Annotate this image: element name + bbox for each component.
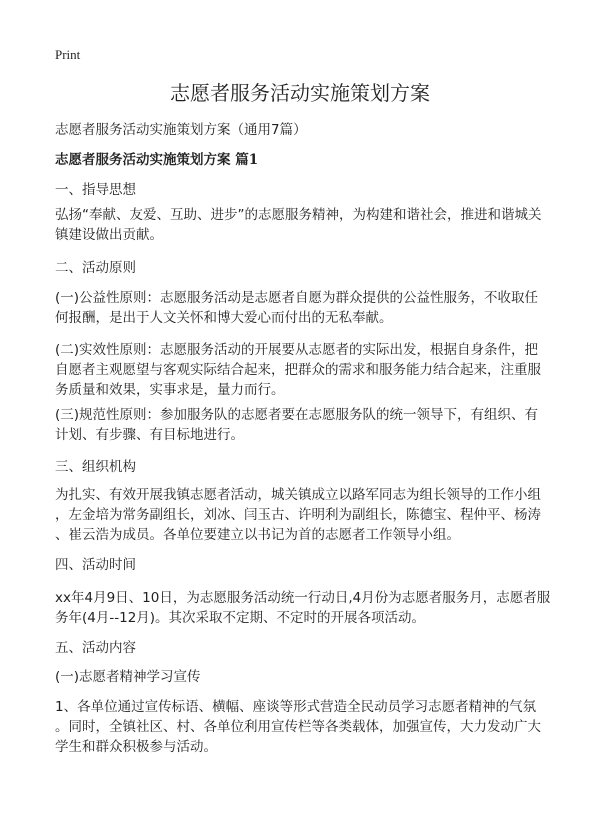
print-link[interactable]: Print — [55, 47, 81, 62]
text-line: 一、指导思想 — [55, 182, 136, 198]
text-line: (一)志愿者精神学习宣传 — [55, 669, 201, 685]
text-line: 何报酬，是出于人文关怀和博大爱心而付出的无私奉献。 — [55, 310, 393, 326]
paragraph — [55, 288, 538, 328]
text-line: 自愿者主观愿望与客观实际结合起来，把群众的需求和服务能力结合起来，注重服 — [55, 362, 541, 378]
paragraph — [55, 205, 542, 245]
text-line: 镇建设做出贡献。 — [55, 227, 163, 243]
paragraph — [55, 485, 541, 545]
text-line: 四、活动时间 — [55, 557, 136, 573]
text-line: ，左金培为常务副组长，刘冰、闫玉古、许明利为副组长，陈德宝、程仲平、杨涛 — [55, 507, 541, 523]
text-line: 务质量和效果，实事求是，量力而行。 — [55, 382, 285, 398]
text-line: xx年4月9日、10日，为志愿服务活动统一行动日,4月份为志愿者服务月，志愿者服 — [55, 590, 551, 606]
text-line: 1、各单位通过宣传标语、横幅、座谈等形式营造全民动员学习志愿者精神的气氛 — [55, 699, 537, 715]
text-line: 计划、有步骤、有目标地进行。 — [55, 427, 244, 443]
section-heading: 志愿者服务活动实施策划方案 篇1 — [55, 152, 259, 168]
text-line: 为扎实、有效开展我镇志愿者活动，城关镇成立以路军同志为组长领导的工作小组 — [55, 487, 541, 503]
text-line: 五、活动内容 — [55, 640, 136, 656]
text-line: 。同时，全镇社区、村、各单位利用宣传栏等各类载体，加强宣传，大力发动广大 — [55, 719, 541, 735]
page-title: 志愿者服务活动实施策划方案 — [170, 81, 430, 105]
text-line: 三、组织机构 — [55, 459, 136, 475]
section-heading — [55, 457, 136, 477]
section-heading — [55, 180, 136, 200]
section-heading — [55, 638, 136, 658]
text-line: 二、活动原则 — [55, 260, 136, 276]
subtitle: 志愿者服务活动实施策划方案（通用7篇） — [55, 122, 307, 138]
section-heading — [55, 667, 201, 687]
section-heading — [55, 555, 136, 575]
paragraph — [55, 340, 541, 400]
section-heading — [55, 258, 136, 278]
text-line: 弘扬“奉献、友爱、互助、进步”的志愿服务精神，为构建和谐社会，推进和谐城关 — [55, 207, 542, 223]
text-line: (一)公益性原则：志愿服务活动是志愿者自愿为群众提供的公益性服务，不收取任 — [55, 290, 539, 306]
paragraph — [55, 588, 550, 628]
text-line: (三)规范性原则：参加服务队的志愿者要在志愿服务队的统一领导下，有组织、有 — [55, 407, 539, 423]
text-line: (二)实效性原则：志愿服务活动的开展要从志愿者的实际出发，根据自身条件，把 — [55, 342, 539, 358]
paragraph — [55, 697, 541, 757]
text-line: 务年(4月--12月)。其次采取不定期、不定时的开展各项活动。 — [55, 610, 426, 626]
paragraph — [55, 405, 538, 445]
text-line: 学生和群众积极参与活动。 — [55, 739, 217, 755]
text-line: 、崔云浩为成员。各单位要建立以书记为首的志愿者工作领导小组。 — [55, 527, 460, 543]
